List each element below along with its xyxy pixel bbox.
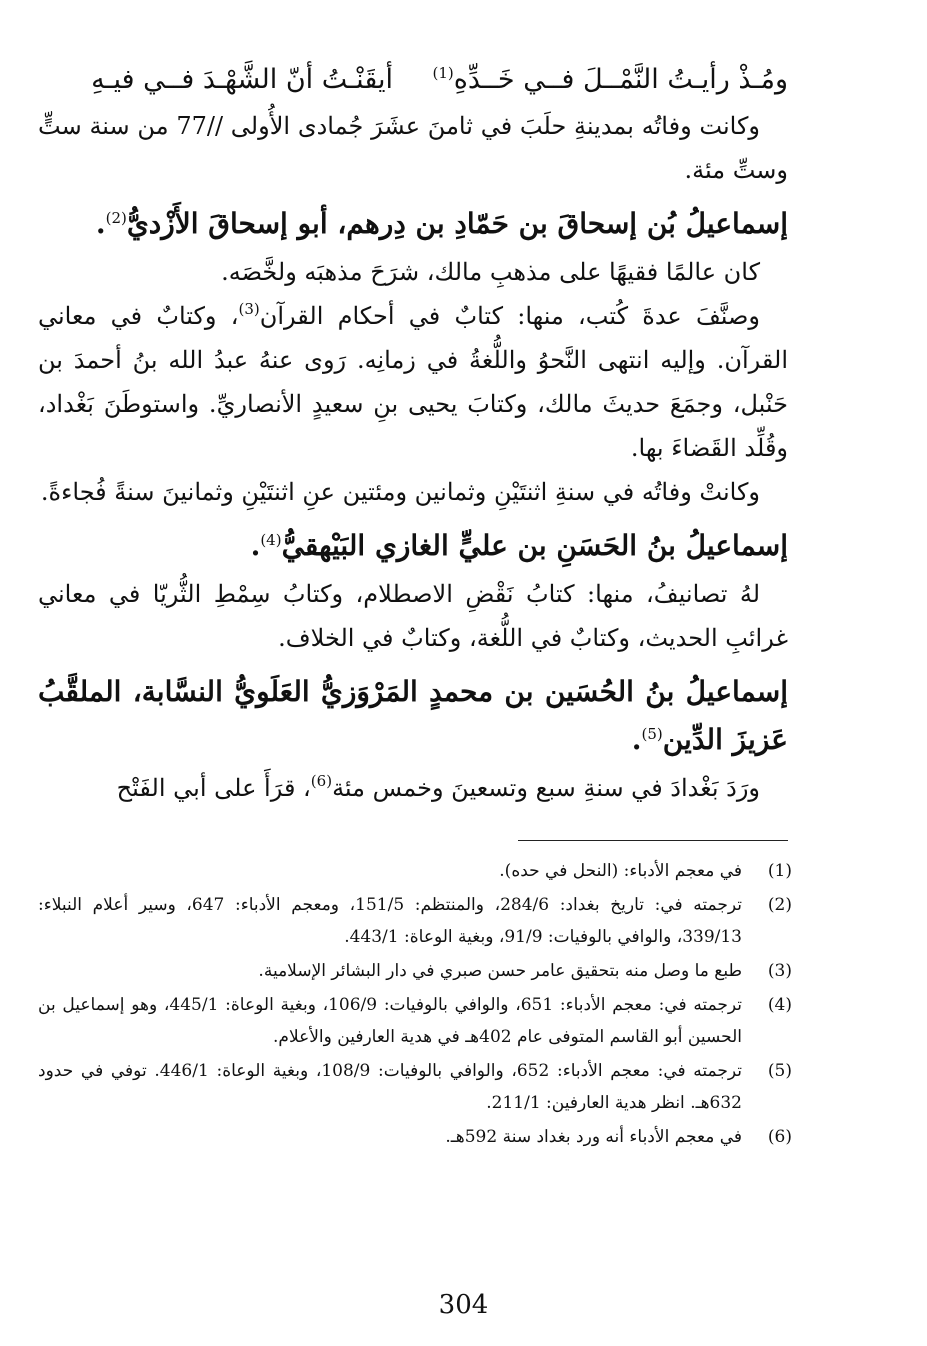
- entry-title-period: .: [95, 207, 106, 240]
- entry-biography-text-cont: ، قرَأَ على أبي الفَتْح: [116, 774, 311, 802]
- footnote-number: (2): [767, 895, 792, 915]
- entry-works-text: وصنَّفَ عدةَ كُتب، منها: كتابٌ في أحكام القرآن: [259, 302, 761, 330]
- footnote-text: ترجمته في: تاريخ بغداد: 284/6، والمنتظم: 151/5، ومعجم الأدباء: 647، وسير أعلام النبلاء: 339/13، والوافي بالوفيات: 91/9، وبغية الوعاة: 443/1.: [38, 895, 742, 947]
- footnote-number: (4): [767, 995, 792, 1015]
- entry-title-text: إسماعيلُ بنُ الحُسَين بن محمدٍ المَرْوَزيُّ العَلَويُّ النسَّابة، الملقَّبُ عَزيزَ الدِّين: [38, 675, 788, 756]
- footnote-ref-4[interactable]: (4): [260, 531, 282, 549]
- entry-description: كان عالمًا فقيهًا على مذهبِ مالك، شرَحَ مذهبَه ولخَّصَه.: [221, 258, 760, 286]
- footnote-text: في معجم الأدباء أنه ورد بغداد سنة 592هـ.: [445, 1127, 742, 1147]
- verse-hemistich-first-text: ومُـذْ رأيـتُ النَّمْــلَ فــي خَــدِّهِ: [453, 64, 788, 95]
- entry-title-ismail-ibn-ishaq: [38, 200, 788, 248]
- poem-verse: [38, 56, 788, 104]
- entry-title-text: إسماعيلُ بُن إسحاقَ بن حَمّادِ بن دِرهم، أبو إسحاقَ الأَزْديُّ: [126, 207, 788, 240]
- entry-title-period: .: [250, 529, 261, 562]
- footnote-ref-5[interactable]: (5): [641, 725, 663, 743]
- footnote-ref-1[interactable]: (1): [432, 64, 454, 82]
- verse-hemistich-second: أيقَنْـتُ أنّ الشَّهْـدَ فــي فيـهِ: [91, 64, 393, 95]
- entry-works-text-cont: ، وكتابٌ في معاني القرآن. وإليه انتهى النَّحوُ واللُّغةُ في زمانِه. رَوى عنهُ عبدُ الله بنُ أحمدَ بن حَنْبل، وجمَعَ حديثَ مالك، وكتابَ يحيى بنِ سعيدٍ الأنصاريِّ. واستوطَنَ بَغْداد، وقُلِّد القَضاءَ بها.: [38, 302, 788, 462]
- footnote-item: [38, 1055, 792, 1119]
- footnote-ref-6[interactable]: (6): [310, 772, 333, 790]
- footnotes-section: [38, 855, 792, 1153]
- entry-works-paragraph: لهُ تصانيفُ، منها: كتابُ نَقْضِ الاصطلام، وكتابُ سِمْطِ الثُّريّا في معاني غرائبِ الحديث، وكتابٌ في اللُّغة، وكتابٌ في الخلاف.: [38, 580, 788, 652]
- entry-biography-text: ورَدَ بَغْدادَ في سنةِ سبع وتسعينَ وخمس مئة: [332, 774, 760, 802]
- entry-title-ismail-ibn-al-hasan: [38, 522, 788, 570]
- footnote-item: [38, 989, 792, 1053]
- footnote-number: (6): [767, 1127, 792, 1147]
- entry-death-paragraph: وكانتْ وفاتُه في سنةِ اثنتَيْنِ وثمانين ومئتين عنِ اثنتَيْنِ وثمانينَ سنةً فُجاءةً.: [40, 478, 760, 506]
- footnote-item: [38, 889, 792, 953]
- entry-title-ismail-ibn-al-husayn: [38, 668, 788, 764]
- footnote-text: ترجمته في: معجم الأدباء: 652، والوافي بالوفيات: 108/9، وبغية الوعاة: 446/1. توفي في حدود 632هـ. انظر هدية العارفين: 211/1.: [38, 1061, 742, 1113]
- death-date-paragraph: وكانت وفاتُه بمدينةِ حلَبَ في ثامنَ عشَرَ جُمادى الأُولى //77 من سنة ستٍّ وستِّ مئة.: [38, 112, 788, 184]
- footnote-text: طبع ما وصل منه بتحقيق عامر حسن صبري في دار البشائر الإسلامية.: [258, 961, 742, 981]
- footnote-separator: [518, 840, 788, 841]
- entry-works-paragraph: [38, 294, 788, 470]
- page-body: [38, 56, 792, 1155]
- footnote-item: [38, 1121, 792, 1153]
- footnote-number: (5): [767, 1061, 792, 1081]
- footnote-text: في معجم الأدباء: (النحل في حده).: [499, 861, 742, 881]
- entry-biography-paragraph: [38, 766, 788, 810]
- footnote-text: ترجمته في: معجم الأدباء: 651، والوافي بالوفيات: 106/9، وبغية الوعاة: 445/1، وهو إسماعيل بن الحسين أبو القاسم المتوفى عام 402هـ في هدية العارفين والأعلام.: [38, 995, 743, 1047]
- footnote-ref-3[interactable]: (3): [238, 300, 260, 318]
- footnote-ref-2[interactable]: (2): [105, 209, 127, 227]
- entry-title-text: إسماعيلُ بنُ الحَسَنِ بن عليٍّ الغازي البَيْهقيُّ: [281, 529, 788, 562]
- footnote-item: [38, 855, 792, 887]
- entry-title-period: .: [631, 723, 642, 756]
- page-number: 304: [438, 1290, 489, 1320]
- footnote-number: (3): [767, 961, 792, 981]
- footnote-number: (1): [767, 861, 792, 881]
- footnote-item: [38, 955, 792, 987]
- verse-hemistich-first: [433, 56, 788, 104]
